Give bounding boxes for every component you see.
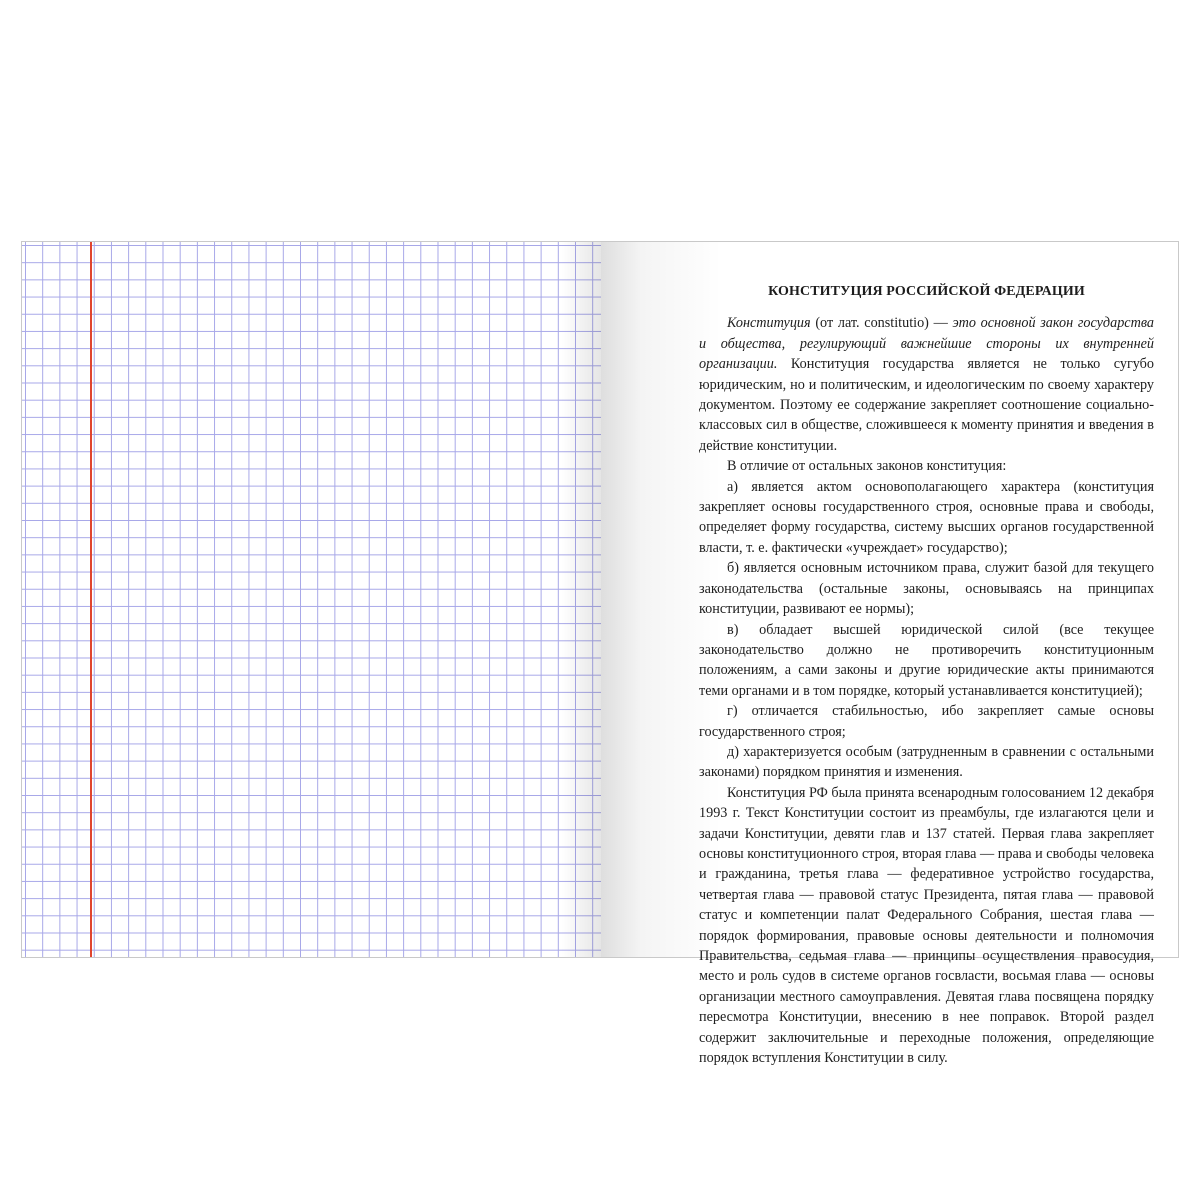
spine-shadow [561,242,601,957]
intro-definition: это основной закон государства и общества, регулирующий важнейшие стороны их внутренней организации. [699,315,1154,373]
paragraph: б) является основным источником права, служит базой для текущего законодательства (остальные законы, основываясь на принципах конституции, развивают ее нормы); [699,560,1154,618]
intro-rest: Конституция государства является не только сугубо юридическим, но и политическим, и идеологическим по своему характеру документом. Поэтому ее содержание закрепляет соотношение социально-классовых сил в обществе, сложившееся к моменту принятия и введения в действие конституции. [699,356,1154,454]
margin-line [90,242,92,957]
paragraph: а) является актом основополагающего характера (конституция закрепляет основы государственного строя, основные права и свободы, определяет форму государства, систему высших органов государственной власти, т. е. фактически «учреждает» государство); [699,478,1154,556]
paragraph: в) обладает высшей юридической силой (все текущее законодательство должно не противоречить конституционным положениям, а сами законы и другие юридические акты принимаются теми органами и в том порядке, который устанавливается конституцией); [699,621,1154,699]
text-page [601,242,1178,1067]
intro-term: Конституция [727,315,811,332]
paragraph: Конституция РФ была принята всенародным голосованием 12 декабря 1993 г. Текст Конституции состоит из преамбулы, где излагаются цели и задачи Конституции, девяти глав и 137 статей. Первая глава закрепляет основы конституционного строя, вторая глава — права и свободы человека и гражданина, третья глава — федеративное устройство государства, четвертая глава — правовой статус Президента, пятая глава — правовой статус и компетенции палат Федерального Собрания, шестая глава — порядок формирования, правовые основы деятельности и полномочия Правительства, седьмая глава — принципы осуществления правосудия, место и роль судов в системе органов госвласти, восьмая глава — основы организации местного самоуправления. Девятая глава посвящена порядку пересмотра Конституции, внесению в нее поправок. Второй раздел содержит заключительные и переходные положения, определяющие порядок вступления Конституции в силу. [699,784,1154,1067]
intro-paragraph [699,313,1154,456]
grid-page [22,242,601,957]
page-title: КОНСТИТУЦИЯ РОССИЙСКОЙ ФЕДЕРАЦИИ [768,284,1085,299]
paragraph: г) отличается стабильностью, ибо закрепляет самые основы государственного строя; [699,703,1154,740]
paragraph: д) характеризуется особым (затрудненным в сравнении с остальными законами) порядком принятия и изменения. [699,743,1154,781]
paragraph: В отличие от остальных законов конституция: [727,458,1007,475]
notebook-spread [21,241,1179,1067]
intro-origin: (от лат. constitutio) — [810,315,953,332]
text-block [699,282,1154,1068]
